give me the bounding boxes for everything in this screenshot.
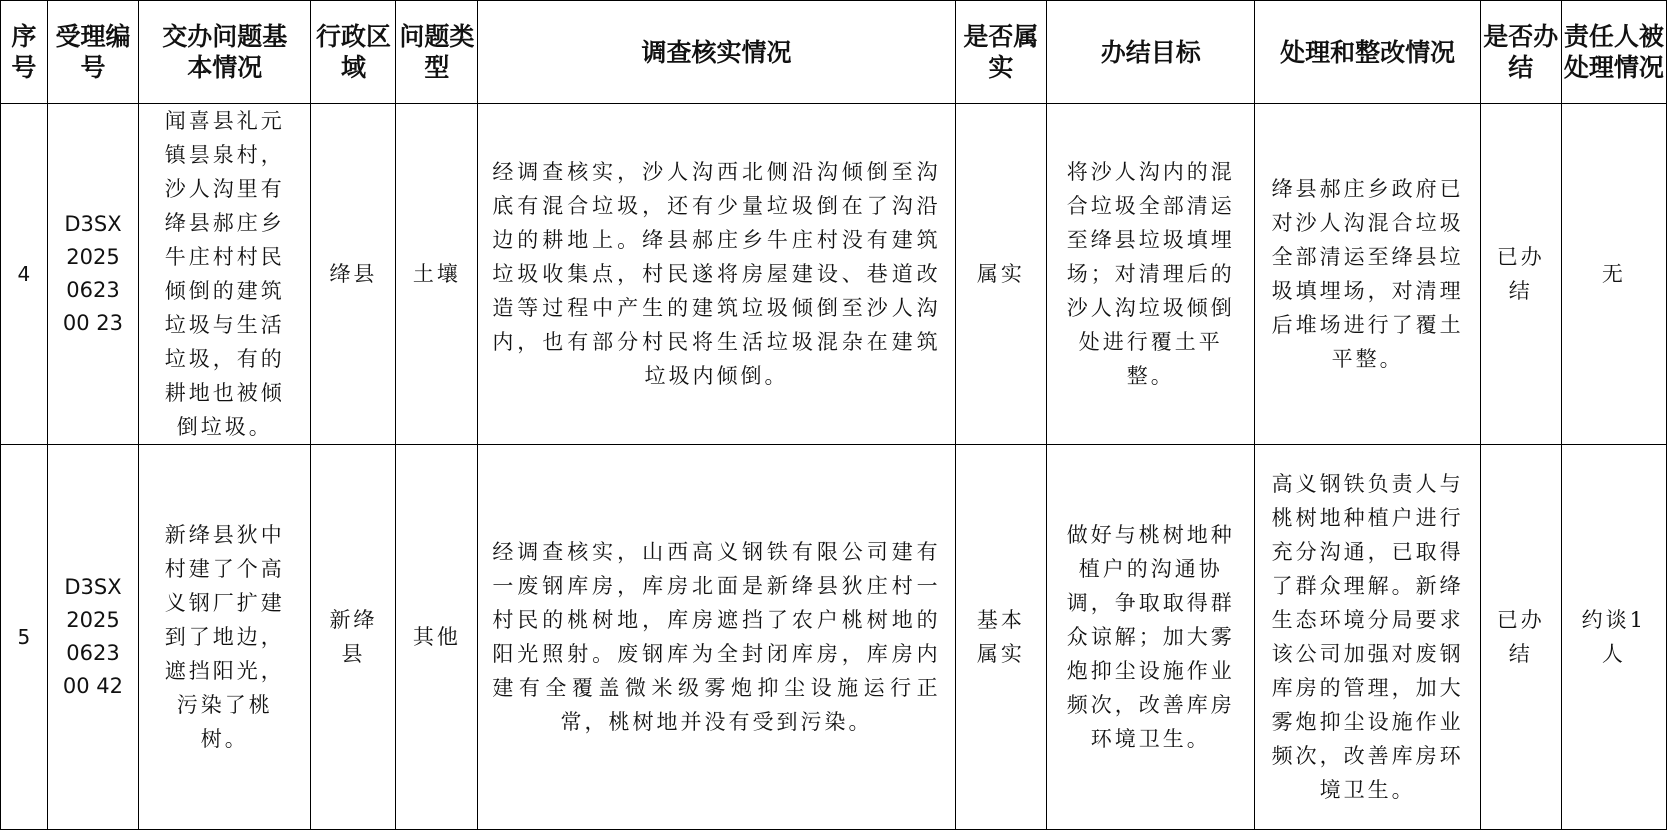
cell-investigation: 经调查核实，沙人沟西北侧沿沟倾倒至沟底有混合垃圾，还有少量垃圾倒在了沟沿边的耕地上。绛县郝庄乡牛庄村没有建筑垃圾收集点，村民遂将房屋建设、巷道改造等过程中产生的建筑垃圾倾倒至沙人沟内，也有部分村民将生活垃圾混杂在建筑垃圾内倾倒。 xyxy=(478,104,955,445)
header-type: 问题类型 xyxy=(396,1,478,104)
table-row xyxy=(1,445,1667,830)
cell-issue: 闻喜县礼元镇昙泉村，沙人沟里有绛县郝庄乡牛庄村村民倾倒的建筑垃圾与生活垃圾，有的耕地也被倾倒垃圾。 xyxy=(139,104,311,445)
cell-type: 其他 xyxy=(396,445,478,830)
header-handling: 处理和整改情况 xyxy=(1255,1,1480,104)
header-region: 行政区域 xyxy=(311,1,396,104)
cell-completed: 已办结 xyxy=(1480,104,1561,445)
cell-target: 做好与桃树地种植户的沟通协调，争取取得群众谅解；加大雾炮抑尘设施作业频次，改善库房环境卫生。 xyxy=(1047,445,1255,830)
cell-seq: 4 xyxy=(1,104,48,445)
cell-code: D3SX2025062300 23 xyxy=(47,104,138,445)
header-accountability: 责任人被处理情况 xyxy=(1561,1,1666,104)
cell-code: D3SX2025062300 42 xyxy=(47,445,138,830)
header-verified: 是否属实 xyxy=(955,1,1046,104)
cell-accountability: 无 xyxy=(1561,104,1666,445)
header-issue: 交办问题基本情况 xyxy=(139,1,311,104)
header-row xyxy=(1,1,1667,104)
table-row xyxy=(1,104,1667,445)
cell-handling: 高义钢铁负责人与桃树地种植户进行充分沟通，已取得了群众理解。新绛生态环境分局要求该公司加强对废钢库房的管理，加大雾炮抑尘设施作业频次，改善库房环境卫生。 xyxy=(1255,445,1480,830)
header-code: 受理编号 xyxy=(47,1,138,104)
cell-region: 绛县 xyxy=(311,104,396,445)
cell-completed: 已办结 xyxy=(1480,445,1561,830)
cell-verified: 基本属实 xyxy=(955,445,1046,830)
cell-verified: 属实 xyxy=(955,104,1046,445)
header-target: 办结目标 xyxy=(1047,1,1255,104)
header-investigation: 调查核实情况 xyxy=(478,1,955,104)
cell-accountability: 约谈1人 xyxy=(1561,445,1666,830)
cell-handling: 绛县郝庄乡政府已对沙人沟混合垃圾全部清运至绛县垃圾填埋场，对清理后堆场进行了覆土平整。 xyxy=(1255,104,1480,445)
cell-type: 土壤 xyxy=(396,104,478,445)
cell-region: 新绛县 xyxy=(311,445,396,830)
header-seq: 序号 xyxy=(1,1,48,104)
cell-target: 将沙人沟内的混合垃圾全部清运至绛县垃圾填埋场；对清理后的沙人沟垃圾倾倒处进行覆土平整。 xyxy=(1047,104,1255,445)
cell-seq: 5 xyxy=(1,445,48,830)
header-completed: 是否办结 xyxy=(1480,1,1561,104)
cell-investigation: 经调查核实，山西高义钢铁有限公司建有一废钢库房，库房北面是新绛县狄庄村一村民的桃树地，库房遮挡了农户桃树地的阳光照射。废钢库为全封闭库房，库房内建有全覆盖微米级雾炮抑尘设施运行正常，桃树地并没有受到污染。 xyxy=(478,445,955,830)
cell-issue: 新绛县狄中村建了个高义钢厂扩建到了地边，遮挡阳光，污染了桃树。 xyxy=(139,445,311,830)
